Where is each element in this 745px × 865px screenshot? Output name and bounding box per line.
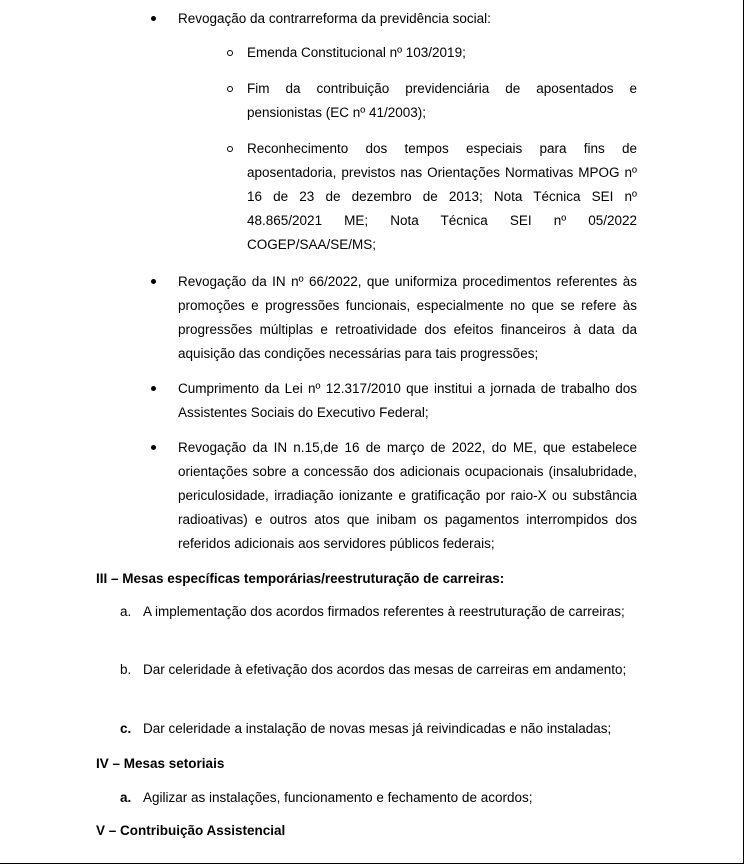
bullet-dot <box>151 445 156 450</box>
bullet-dot <box>151 279 156 284</box>
section-heading: IV – Mesas setoriais <box>96 756 225 771</box>
section-heading: III – Mesas específicas temporárias/reestruturação de carreiras: <box>96 571 505 586</box>
circle-bullet <box>227 50 233 56</box>
circle-bullet <box>227 146 233 152</box>
list-subitem: Emenda Constitucional nº 103/2019; <box>247 45 466 60</box>
section-heading: V – Contribuição Assistencial <box>96 823 286 838</box>
list-subitem: Reconhecimento dos tempos especiais para fins de aposentadoria, previstos nas Orientações Normativas MPOG nº 16 de 23 de dezembro de 2013; Nota Técnica SEI nº 48.865/2021 ME; Nota Técnica SEI nº 05/2022 COGEP/SAA/SE/MS; <box>247 141 637 252</box>
list-item: Revogação da contrarreforma da previdência social: <box>178 11 491 26</box>
list-item: Revogação da IN n.15,de 16 de março de 2022, do ME, que estabelece orientações sobre a concessão dos adicionais ocupacionais (insalubridade, periculosidade, irradiação ionizante e gratificação por raio-X ou substância radioativas) e outros atos que inibam os pagamentos interrompidos dos referidos adicionais aos servidores públicos federais; <box>178 440 637 551</box>
bullet-dot <box>151 386 156 391</box>
bullet-dot <box>151 16 156 21</box>
list-marker: a. <box>120 790 132 805</box>
list-marker: a. <box>120 604 132 619</box>
list-marker: c. <box>120 721 132 736</box>
list-item: Agilizar as instalações, funcionamento e fechamento de acordos; <box>143 790 533 805</box>
list-subitem: Fim da contribuição previdenciária de aposentados e pensionistas (EC nº 41/2003); <box>247 81 637 120</box>
list-marker: b. <box>120 662 132 677</box>
list-item: Dar celeridade a instalação de novas mesas já reivindicadas e não instaladas; <box>143 721 612 736</box>
circle-bullet <box>227 86 233 92</box>
list-item: A implementação dos acordos firmados referentes à reestruturação de carreiras; <box>143 604 625 619</box>
list-item: Cumprimento da Lei nº 12.317/2010 que institui a jornada de trabalho dos Assistentes Sociais do Executivo Federal; <box>178 381 637 420</box>
list-item: Revogação da IN nº 66/2022, que uniformiza procedimentos referentes às promoções e progressões funcionais, especialmente no que se refere às progressões múltiplas e retroatividade dos efeitos financeiros à data da aquisição das condições necessárias para tais progressões; <box>178 274 637 361</box>
list-item: Dar celeridade à efetivação dos acordos das mesas de carreiras em andamento; <box>143 662 627 677</box>
